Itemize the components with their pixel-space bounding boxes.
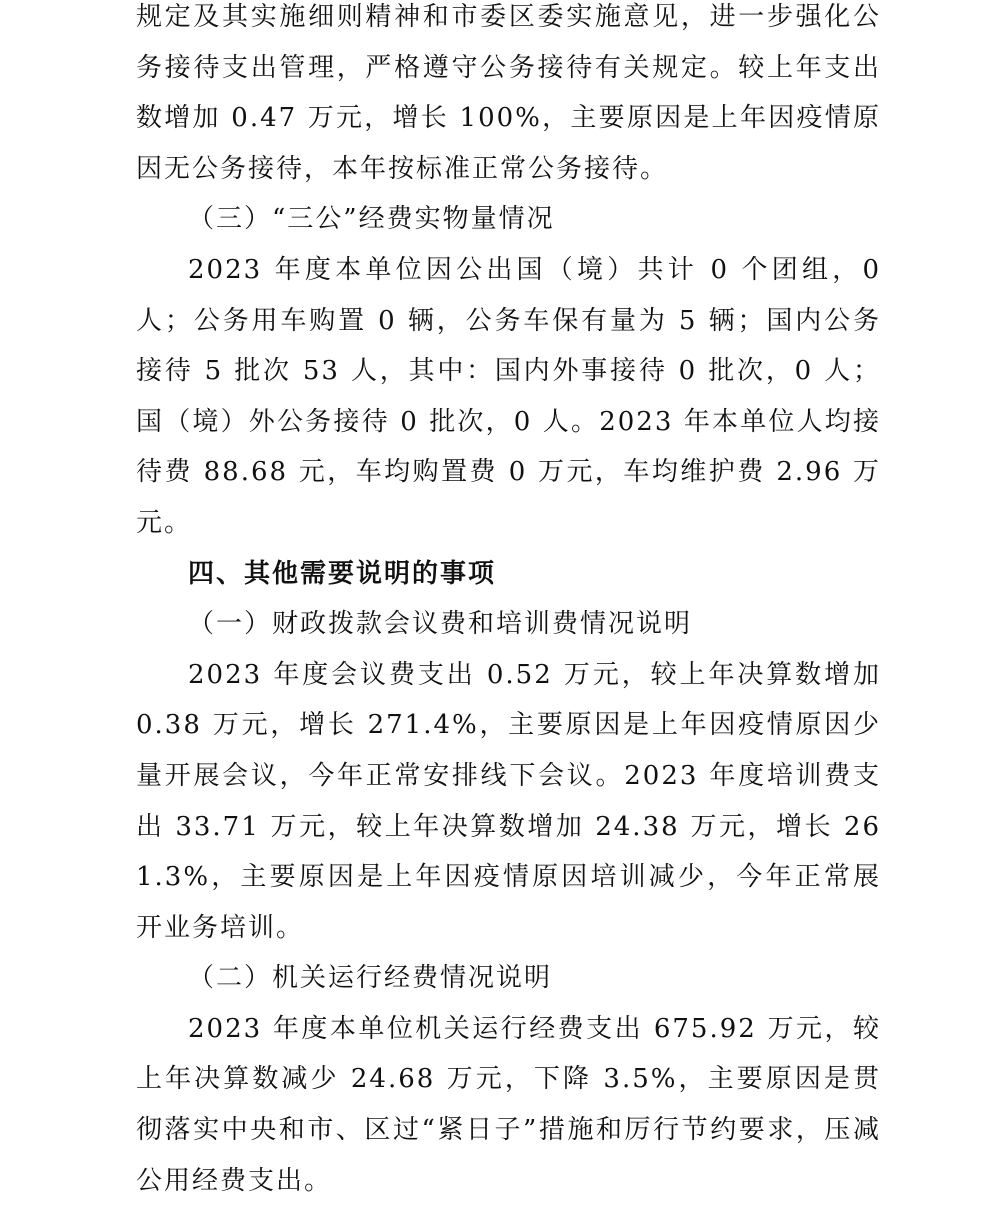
paragraph-meeting-training: 2023 年度会议费支出 0.52 万元，较上年决算数增加 0.38 万元，增长 271.4%，主要原因是上年因疫情原因少量开展会议，今年正常安排线下会议。2023 年度培训费支出 33.71 万元，较上年决算数增加 24.38 万元，增长 261.3%，主要原因是上年因疫情原因培训减少，今年正常展开业务培训。 bbox=[136, 659, 881, 943]
document-body bbox=[136, 0, 881, 1206]
paragraph-physical-quantity: 2023 年度本单位因公出国（境）共计 0 个团组，0 人；公务用车购置 0 辆，公务车保有量为 5 辆；国内公务接待 5 批次 53 人，其中：国内外事接待 0 批次，0 人；国（境）外公务接待 0 批次，0 人。2023 年本单位人均接待费 88.68 元，车均购置费 0 万元，车均维护费 2.96 万元。 bbox=[136, 254, 881, 538]
section-heading-other-matters: 四、其他需要说明的事项 bbox=[188, 558, 497, 589]
subsection-heading-three-public-quantity: （三）“三公”经费实物量情况 bbox=[188, 204, 555, 235]
paragraph-reception-expense: 规定及其实施细则精神和市委区委实施意见，进一步强化公务接待支出管理，严格遵守公务接待有关规定。较上年支出数增加 0.47 万元，增长 100%，主要原因是上年因疫情原因无公务接待，本年按标准正常公务接待。 bbox=[136, 2, 881, 184]
subsection-heading-meeting-training: （一）财政拨款会议费和培训费情况说明 bbox=[188, 609, 693, 640]
paragraph-operating-expense: 2023 年度本单位机关运行经费支出 675.92 万元，较上年决算数减少 24.68 万元，下降 3.5%，主要原因是贯彻落实中央和市、区过“紧日子”措施和厉行节约要求，压减公用经费支出。 bbox=[136, 1013, 881, 1196]
subsection-heading-operating-expense: （二）机关运行经费情况说明 bbox=[188, 963, 553, 994]
